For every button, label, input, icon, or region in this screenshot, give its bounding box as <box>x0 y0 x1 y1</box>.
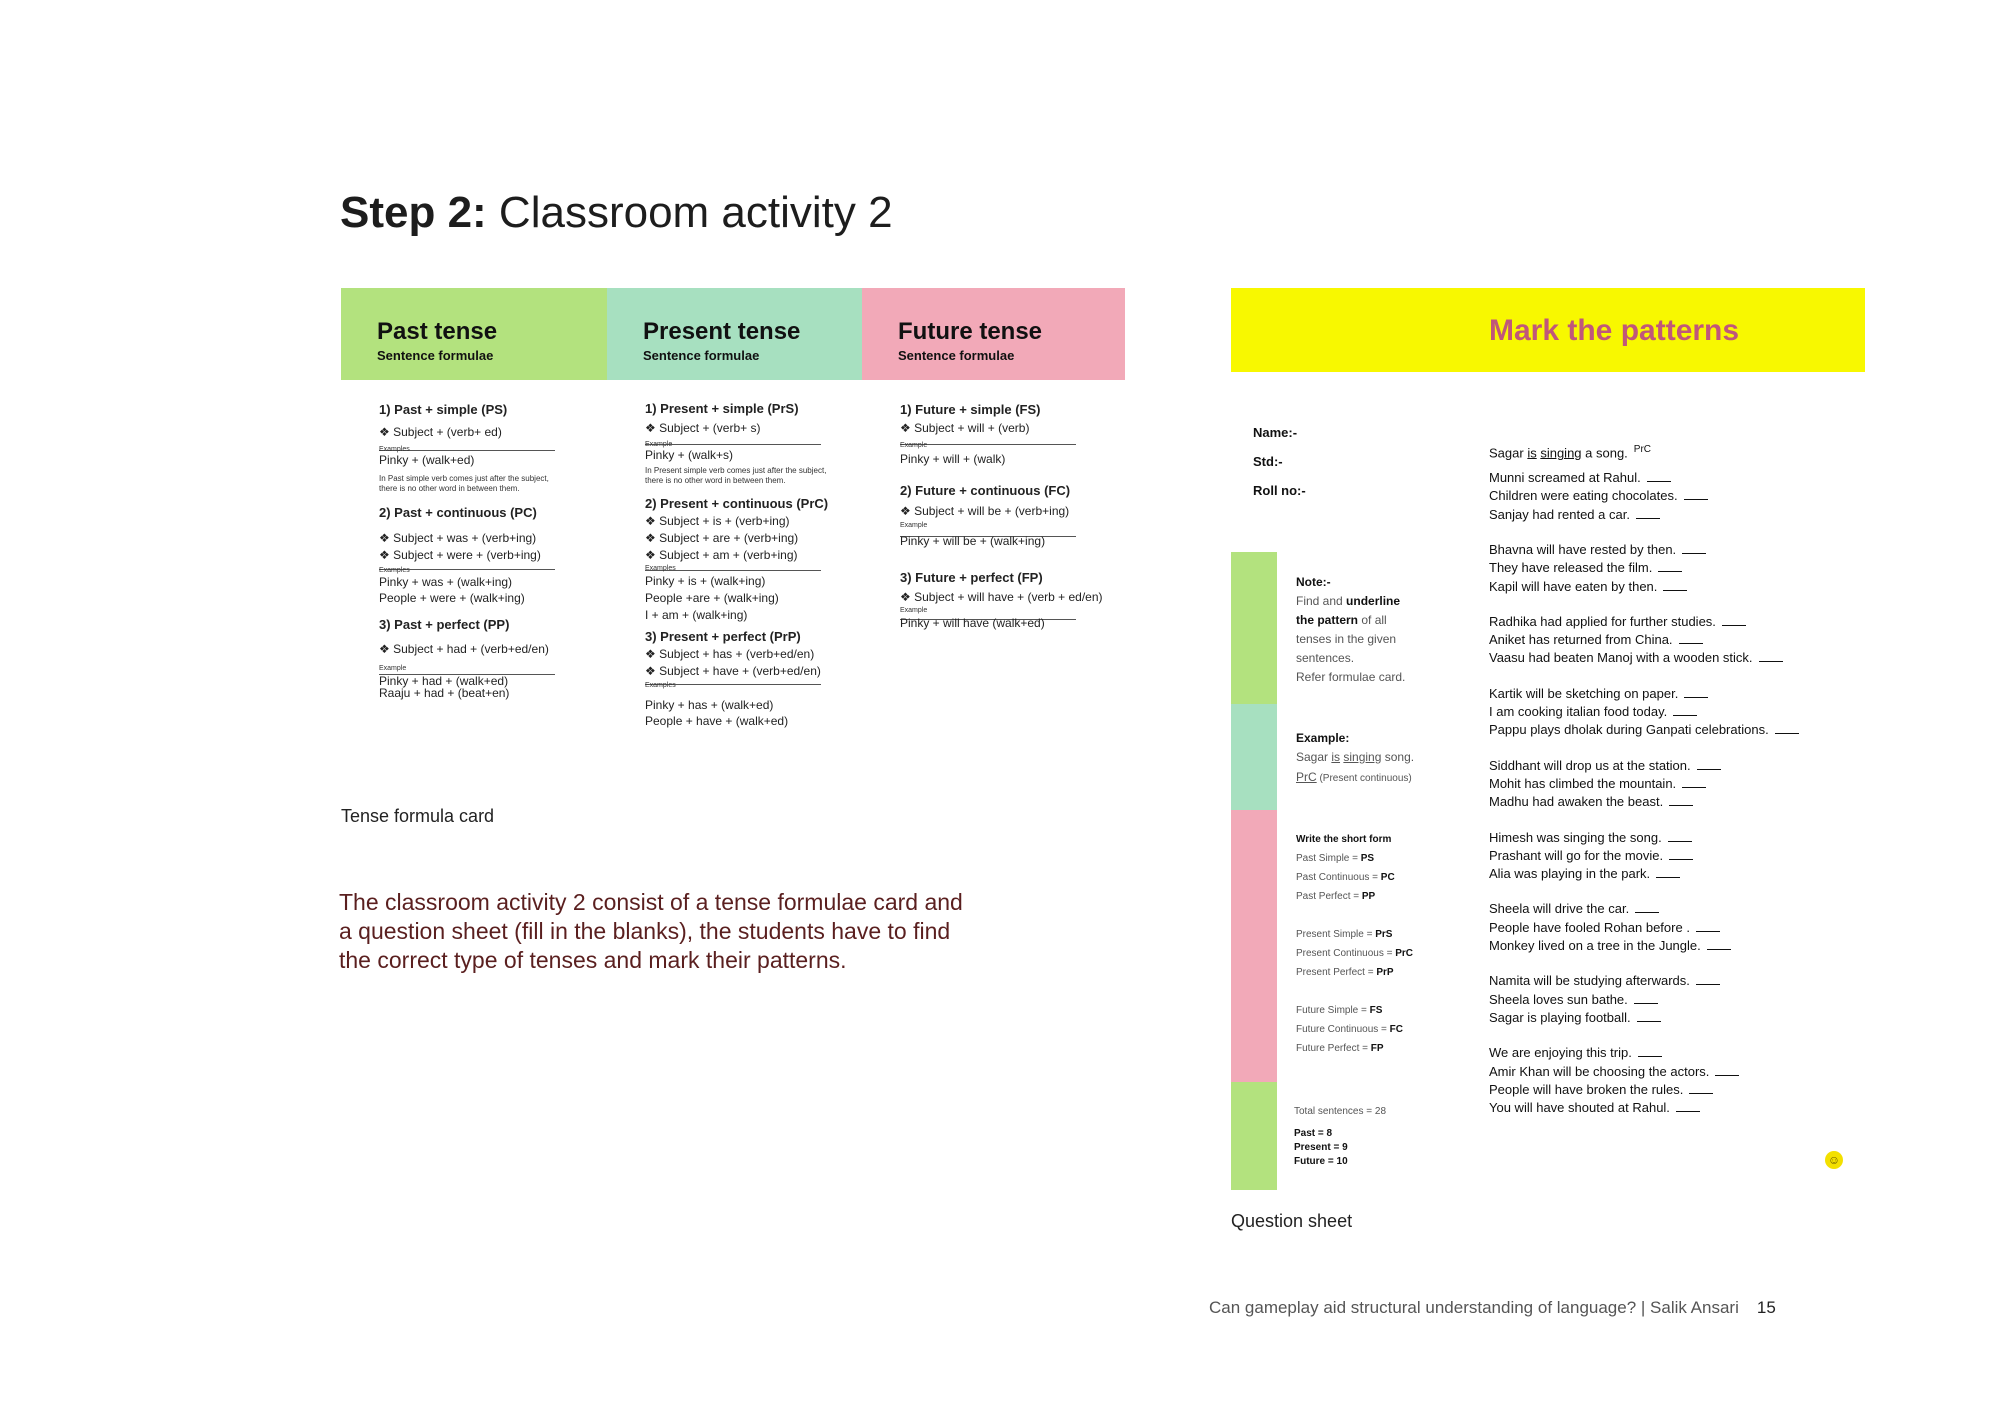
total-sentences: Total sentences = 28 <box>1294 1106 1387 1117</box>
formula-line: Pinky + has + (walk+ed) <box>645 698 774 712</box>
question-sentence <box>1489 470 1671 485</box>
sentence-text: Bhavna will have rested by then. <box>1489 541 1677 557</box>
sentence-text: Sheela loves sun bathe. <box>1489 991 1628 1007</box>
formula-line: I + am + (walk+ing) <box>645 608 748 622</box>
answer-blank <box>1689 1084 1713 1094</box>
activity-description: The classroom activity 2 consist of a tense formulae card and a question sheet (fill in the blanks), the students have to find the correct type of tenses and mark their patterns. <box>339 889 963 973</box>
answer-blank <box>1634 994 1658 1004</box>
page-title <box>340 188 893 238</box>
question-sentence <box>1489 776 1706 791</box>
formula-line: ❖ Subject + were + (verb+ing) <box>379 548 541 562</box>
question-sentence <box>1489 686 1708 701</box>
formula-line: Example <box>900 522 928 529</box>
example-text: song. <box>1381 750 1415 764</box>
field-label: Name:- <box>1253 425 1298 440</box>
answer-blank <box>1635 903 1659 913</box>
formula-line: ❖ Subject + has + (verb+ed/en) <box>645 647 815 661</box>
short-form-code: PrS <box>1375 929 1393 940</box>
sentence-text: Vaasu had beaten Manoj with a wooden stick. <box>1489 650 1753 666</box>
sentence-text: Siddhant will drop us at the station. <box>1489 757 1691 773</box>
note-line: Refer formulae card. <box>1296 670 1406 684</box>
sentence-text: Munni screamed at Rahul. <box>1489 470 1641 485</box>
question-sentence <box>1489 704 1697 719</box>
question-sentence <box>1489 507 1660 522</box>
short-form-item <box>1296 1024 1403 1035</box>
sentence-text: Kartik will be sketching on paper. <box>1489 685 1679 701</box>
formula-heading: 2) Past + continuous (PC) <box>379 505 537 520</box>
formula-heading: 3) Past + perfect (PP) <box>379 617 510 632</box>
sentence-text: Monkey lived on a tree in the Jungle. <box>1489 938 1701 953</box>
formula-line: ❖ Subject + have + (verb+ed/en) <box>645 664 821 678</box>
formula-heading: 2) Future + continuous (FC) <box>900 483 1071 498</box>
note-line: tenses in the given <box>1296 632 1397 646</box>
sheet-banner <box>1231 288 1865 372</box>
question-sentence <box>1489 579 1687 594</box>
formula-line: ❖ Subject + was + (verb+ing) <box>379 531 537 545</box>
question-sentence <box>1489 758 1721 773</box>
sentence-underlined: singing <box>1540 445 1582 461</box>
question-sentence <box>1489 632 1703 647</box>
color-stripe <box>1231 552 1277 704</box>
formula-line: Pinky + was + (walk+ing) <box>379 575 513 589</box>
tense-title: Past tense <box>377 318 498 345</box>
short-form-label: Present Continuous = <box>1296 948 1396 959</box>
formula-heading: 1) Past + simple (PS) <box>379 402 508 417</box>
total-past: Past = 8 <box>1294 1128 1333 1139</box>
sentence-answer: PrC <box>1633 444 1652 455</box>
field-label: Roll no:- <box>1253 483 1306 498</box>
answer-blank <box>1775 724 1799 734</box>
short-form-code: PS <box>1360 853 1375 864</box>
color-stripe <box>1231 810 1277 1082</box>
formula-line: ❖ Subject + will have + (verb + ed/en) <box>900 590 1103 604</box>
sentence-text: They have released the film. <box>1489 560 1653 576</box>
formula-line: Pinky + had + (walk+ed) <box>379 674 509 688</box>
answer-blank <box>1696 922 1720 932</box>
answer-blank <box>1663 581 1687 591</box>
question-sentence <box>1489 830 1692 845</box>
short-form-item <box>1296 948 1413 959</box>
formula-line: ❖ Subject + am + (verb+ing) <box>645 548 798 562</box>
short-form-label: Future Simple = <box>1296 1005 1370 1016</box>
sentence-text: Sheela will drive the car. <box>1489 901 1630 917</box>
formula-heading: 2) Present + continuous (PrC) <box>645 496 829 511</box>
tense-formulae-1 <box>607 380 862 800</box>
short-form-label: Present Perfect = <box>1296 967 1377 978</box>
formula-line: ❖ Subject + are + (verb+ing) <box>645 531 799 545</box>
note-bold: underline <box>1346 594 1401 608</box>
tense-subtitle: Sentence formulae <box>377 348 494 363</box>
note-line <box>1296 613 1387 627</box>
short-form-code: FS <box>1369 1005 1383 1016</box>
tense-header-0 <box>341 288 607 380</box>
short-form-label: Future Continuous = <box>1296 1024 1390 1035</box>
sentence-text: Sanjay had rented a car. <box>1489 506 1630 522</box>
answer-blank <box>1679 634 1703 644</box>
formula-heading: 3) Present + perfect (PrP) <box>645 629 801 644</box>
card-caption: Tense formula card <box>341 806 495 826</box>
short-form-label: Past Perfect = <box>1296 891 1362 902</box>
answer-blank <box>1696 975 1720 985</box>
short-form-label: Present Simple = <box>1296 929 1376 940</box>
formula-line: Example <box>645 441 673 448</box>
sentence-text: Madhu had awaken the beast. <box>1489 794 1664 810</box>
tense-subtitle: Sentence formulae <box>898 348 1015 363</box>
formula-line: People + have + (walk+ed) <box>645 714 789 728</box>
formula-line: Examples <box>379 567 410 574</box>
short-form-heading: Write the short form <box>1296 834 1392 845</box>
example-underlined: singing <box>1343 750 1382 764</box>
footer-text: Can gameplay aid structural understanding of language? | Salik Ansari <box>1209 1298 1739 1317</box>
answer-blank <box>1684 490 1708 500</box>
answer-blank <box>1715 1066 1739 1076</box>
question-sheet <box>1231 288 1865 1190</box>
sentence-text: Prashant will go for the movie. <box>1489 847 1664 863</box>
formula-heading: 1) Present + simple (PrS) <box>645 401 799 416</box>
title-step: Step 2: <box>340 188 487 237</box>
tense-title: Future tense <box>898 318 1043 345</box>
sentence-text: Namita will be studying afterwards. <box>1489 973 1690 989</box>
question-sentence <box>1489 973 1720 988</box>
formula-line: ❖ Subject + (verb+ ed) <box>379 425 502 439</box>
total-present: Present = 9 <box>1294 1142 1348 1153</box>
short-form-item <box>1296 967 1394 978</box>
question-sentence <box>1489 722 1799 737</box>
note-heading: Note:- <box>1296 575 1331 589</box>
color-stripe <box>1231 704 1277 810</box>
tense-title: Present tense <box>643 318 801 345</box>
answer-blank <box>1684 688 1708 698</box>
sheet-caption: Question sheet <box>1231 1211 1353 1231</box>
answer-blank <box>1697 760 1721 770</box>
sentence-text: People will have broken the rules. <box>1489 1081 1684 1097</box>
answer-blank <box>1759 652 1783 662</box>
title-text: Classroom activity 2 <box>486 188 893 237</box>
tense-subtitle: Sentence formulae <box>643 348 760 363</box>
answer-blank <box>1707 940 1731 950</box>
total-future: Future = 10 <box>1294 1156 1348 1167</box>
formula-line: Pinky + will + (walk) <box>900 452 1006 466</box>
tense-formula-card <box>341 288 1125 808</box>
answer-blank <box>1722 616 1746 626</box>
answer-blank <box>1656 868 1680 878</box>
note-text: of all <box>1358 613 1387 627</box>
sentence-text: People have fooled Rohan before . <box>1489 919 1690 935</box>
sentence-text: Sagar <box>1489 445 1528 461</box>
page-number: 15 <box>1756 1298 1776 1317</box>
short-form-item <box>1296 1043 1384 1054</box>
short-form-label: Past Simple = <box>1296 853 1361 864</box>
sentence-underlined: is <box>1527 445 1537 461</box>
answer-blank <box>1636 509 1660 519</box>
short-form-item <box>1296 853 1374 864</box>
short-form-item <box>1296 929 1392 940</box>
formula-line: ❖ Subject + is + (verb+ing) <box>645 514 790 528</box>
formula-line: Pinky + is + (walk+ing) <box>645 574 766 588</box>
answer-blank <box>1668 832 1692 842</box>
tense-formulae-0 <box>341 380 607 800</box>
question-sentence <box>1489 938 1731 953</box>
short-form-code: PC <box>1380 872 1395 883</box>
formula-line: People +are + (walk+ing) <box>645 591 779 605</box>
answer-blank <box>1673 706 1697 716</box>
formula-line: Raaju + had + (beat+en) <box>379 686 510 700</box>
question-sentence <box>1489 542 1706 557</box>
example-underlined: is <box>1331 750 1341 764</box>
tense-header-2 <box>862 288 1125 380</box>
formula-line: Pinky + will have (walk+ed) <box>900 616 1045 630</box>
formula-heading: 1) Future + simple (FS) <box>900 402 1041 417</box>
sentence-text: Aniket has returned from China. <box>1489 632 1673 648</box>
formula-line: ❖ Subject + (verb+ s) <box>645 421 761 435</box>
formula-line: In Past simple verb comes just after the subject, <box>379 474 549 483</box>
short-form-item <box>1296 872 1395 883</box>
short-form-code: FP <box>1370 1043 1384 1054</box>
note-bold: the pattern <box>1296 613 1359 627</box>
example-heading: Example: <box>1296 731 1350 745</box>
question-sentence <box>1489 992 1658 1007</box>
question-sentence <box>1489 1082 1713 1097</box>
question-sentence <box>1489 848 1693 863</box>
sentence-text: Mohit has climbed the mountain. <box>1489 775 1677 791</box>
example-code <box>1296 770 1412 784</box>
short-form-code: PP <box>1361 891 1376 902</box>
answer-blank <box>1637 1012 1661 1022</box>
answer-blank <box>1647 472 1671 482</box>
question-sentence <box>1489 488 1708 503</box>
question-sentence <box>1489 1064 1739 1079</box>
formula-line: Example <box>900 607 928 614</box>
sentence-text: Children were eating chocolates. <box>1489 488 1678 504</box>
formula-line: there is no other word in between them. <box>645 476 786 485</box>
formula-line: Pinky + will be + (walk+ing) <box>900 534 1046 548</box>
tense-header-1 <box>607 288 862 380</box>
smiley-icon: ☺ <box>1825 1151 1843 1169</box>
short-form-label: Past Continuous = <box>1296 872 1381 883</box>
question-sentence <box>1489 650 1783 665</box>
formula-line: Examples <box>645 682 676 689</box>
sentence-text: You will have shouted at Rahul. <box>1489 1100 1670 1116</box>
short-form-item <box>1296 891 1375 902</box>
question-sentence <box>1489 1045 1662 1060</box>
formula-heading: 3) Future + perfect (FP) <box>900 570 1043 585</box>
formula-line: People + were + (walk+ing) <box>379 591 525 605</box>
answer-blank <box>1676 1102 1700 1112</box>
question-sentence <box>1489 920 1720 935</box>
example-answer-sentence <box>1489 444 1651 460</box>
short-form-label: Future Perfect = <box>1296 1043 1371 1054</box>
sentence-text: Sagar is playing football. <box>1489 1009 1631 1025</box>
page-footer <box>1209 1298 1776 1318</box>
example-code-desc: (Present continuous) <box>1316 773 1412 784</box>
question-sentence <box>1489 1100 1700 1115</box>
question-sentence <box>1489 901 1659 916</box>
answer-blank <box>1682 778 1706 788</box>
question-sentence <box>1489 560 1682 575</box>
sentence-text: Kapil will have eaten by then. <box>1489 578 1658 594</box>
formula-line: Pinky + (walk+ed) <box>379 453 475 467</box>
question-sentence <box>1489 866 1680 881</box>
answer-blank <box>1682 544 1706 554</box>
tense-formulae-2 <box>862 380 1125 800</box>
sentence-text: I am cooking italian food today. <box>1489 704 1668 719</box>
short-form-code: PrP <box>1376 967 1394 978</box>
answer-blank <box>1658 562 1682 572</box>
sentence-text: We are enjoying this trip. <box>1489 1045 1632 1061</box>
note-text: Find and <box>1296 594 1347 608</box>
field-label: Std:- <box>1253 454 1283 469</box>
sentence-text: Himesh was singing the song. <box>1489 829 1662 845</box>
formula-line: there is no other word in between them. <box>379 484 520 493</box>
sentence-text: Radhika had applied for further studies. <box>1489 613 1716 629</box>
answer-blank <box>1638 1047 1662 1057</box>
short-form-code: PrC <box>1395 948 1414 959</box>
sentence-text: a song. <box>1581 445 1628 461</box>
example-text: Sagar <box>1296 750 1332 764</box>
formula-line: In Present simple verb comes just after the subject, <box>645 466 827 475</box>
sentence-text: Pappu plays dholak during Ganpati celebrations. <box>1489 722 1769 738</box>
sheet-title: Mark the patterns <box>1489 314 1740 347</box>
formula-line: ❖ Subject + had + (verb+ed/en) <box>379 642 549 656</box>
formula-line: Example <box>379 665 407 672</box>
formula-line: ❖ Subject + will be + (verb+ing) <box>900 504 1070 518</box>
short-form-code: FC <box>1389 1024 1404 1035</box>
question-sentence <box>1489 794 1693 809</box>
answer-blank <box>1669 850 1693 860</box>
formula-line: Examples <box>645 565 676 572</box>
question-sentence <box>1489 614 1746 629</box>
answer-blank <box>1669 796 1693 806</box>
example-code-short: PrC <box>1296 770 1317 784</box>
color-stripe <box>1231 1082 1277 1190</box>
short-form-item <box>1296 1005 1382 1016</box>
formula-line: Examples <box>379 446 410 453</box>
sentence-text: Alia was playing in the park. <box>1489 866 1651 882</box>
example-sentence <box>1296 750 1414 764</box>
note-line <box>1296 594 1400 608</box>
question-sentence <box>1489 1010 1661 1025</box>
sentence-text: Amir Khan will be choosing the actors. <box>1489 1063 1710 1079</box>
formula-line: Pinky + (walk+s) <box>645 448 734 462</box>
formula-line: ❖ Subject + will + (verb) <box>900 421 1030 435</box>
note-line: sentences. <box>1296 651 1355 665</box>
formula-line: Example <box>900 442 928 449</box>
